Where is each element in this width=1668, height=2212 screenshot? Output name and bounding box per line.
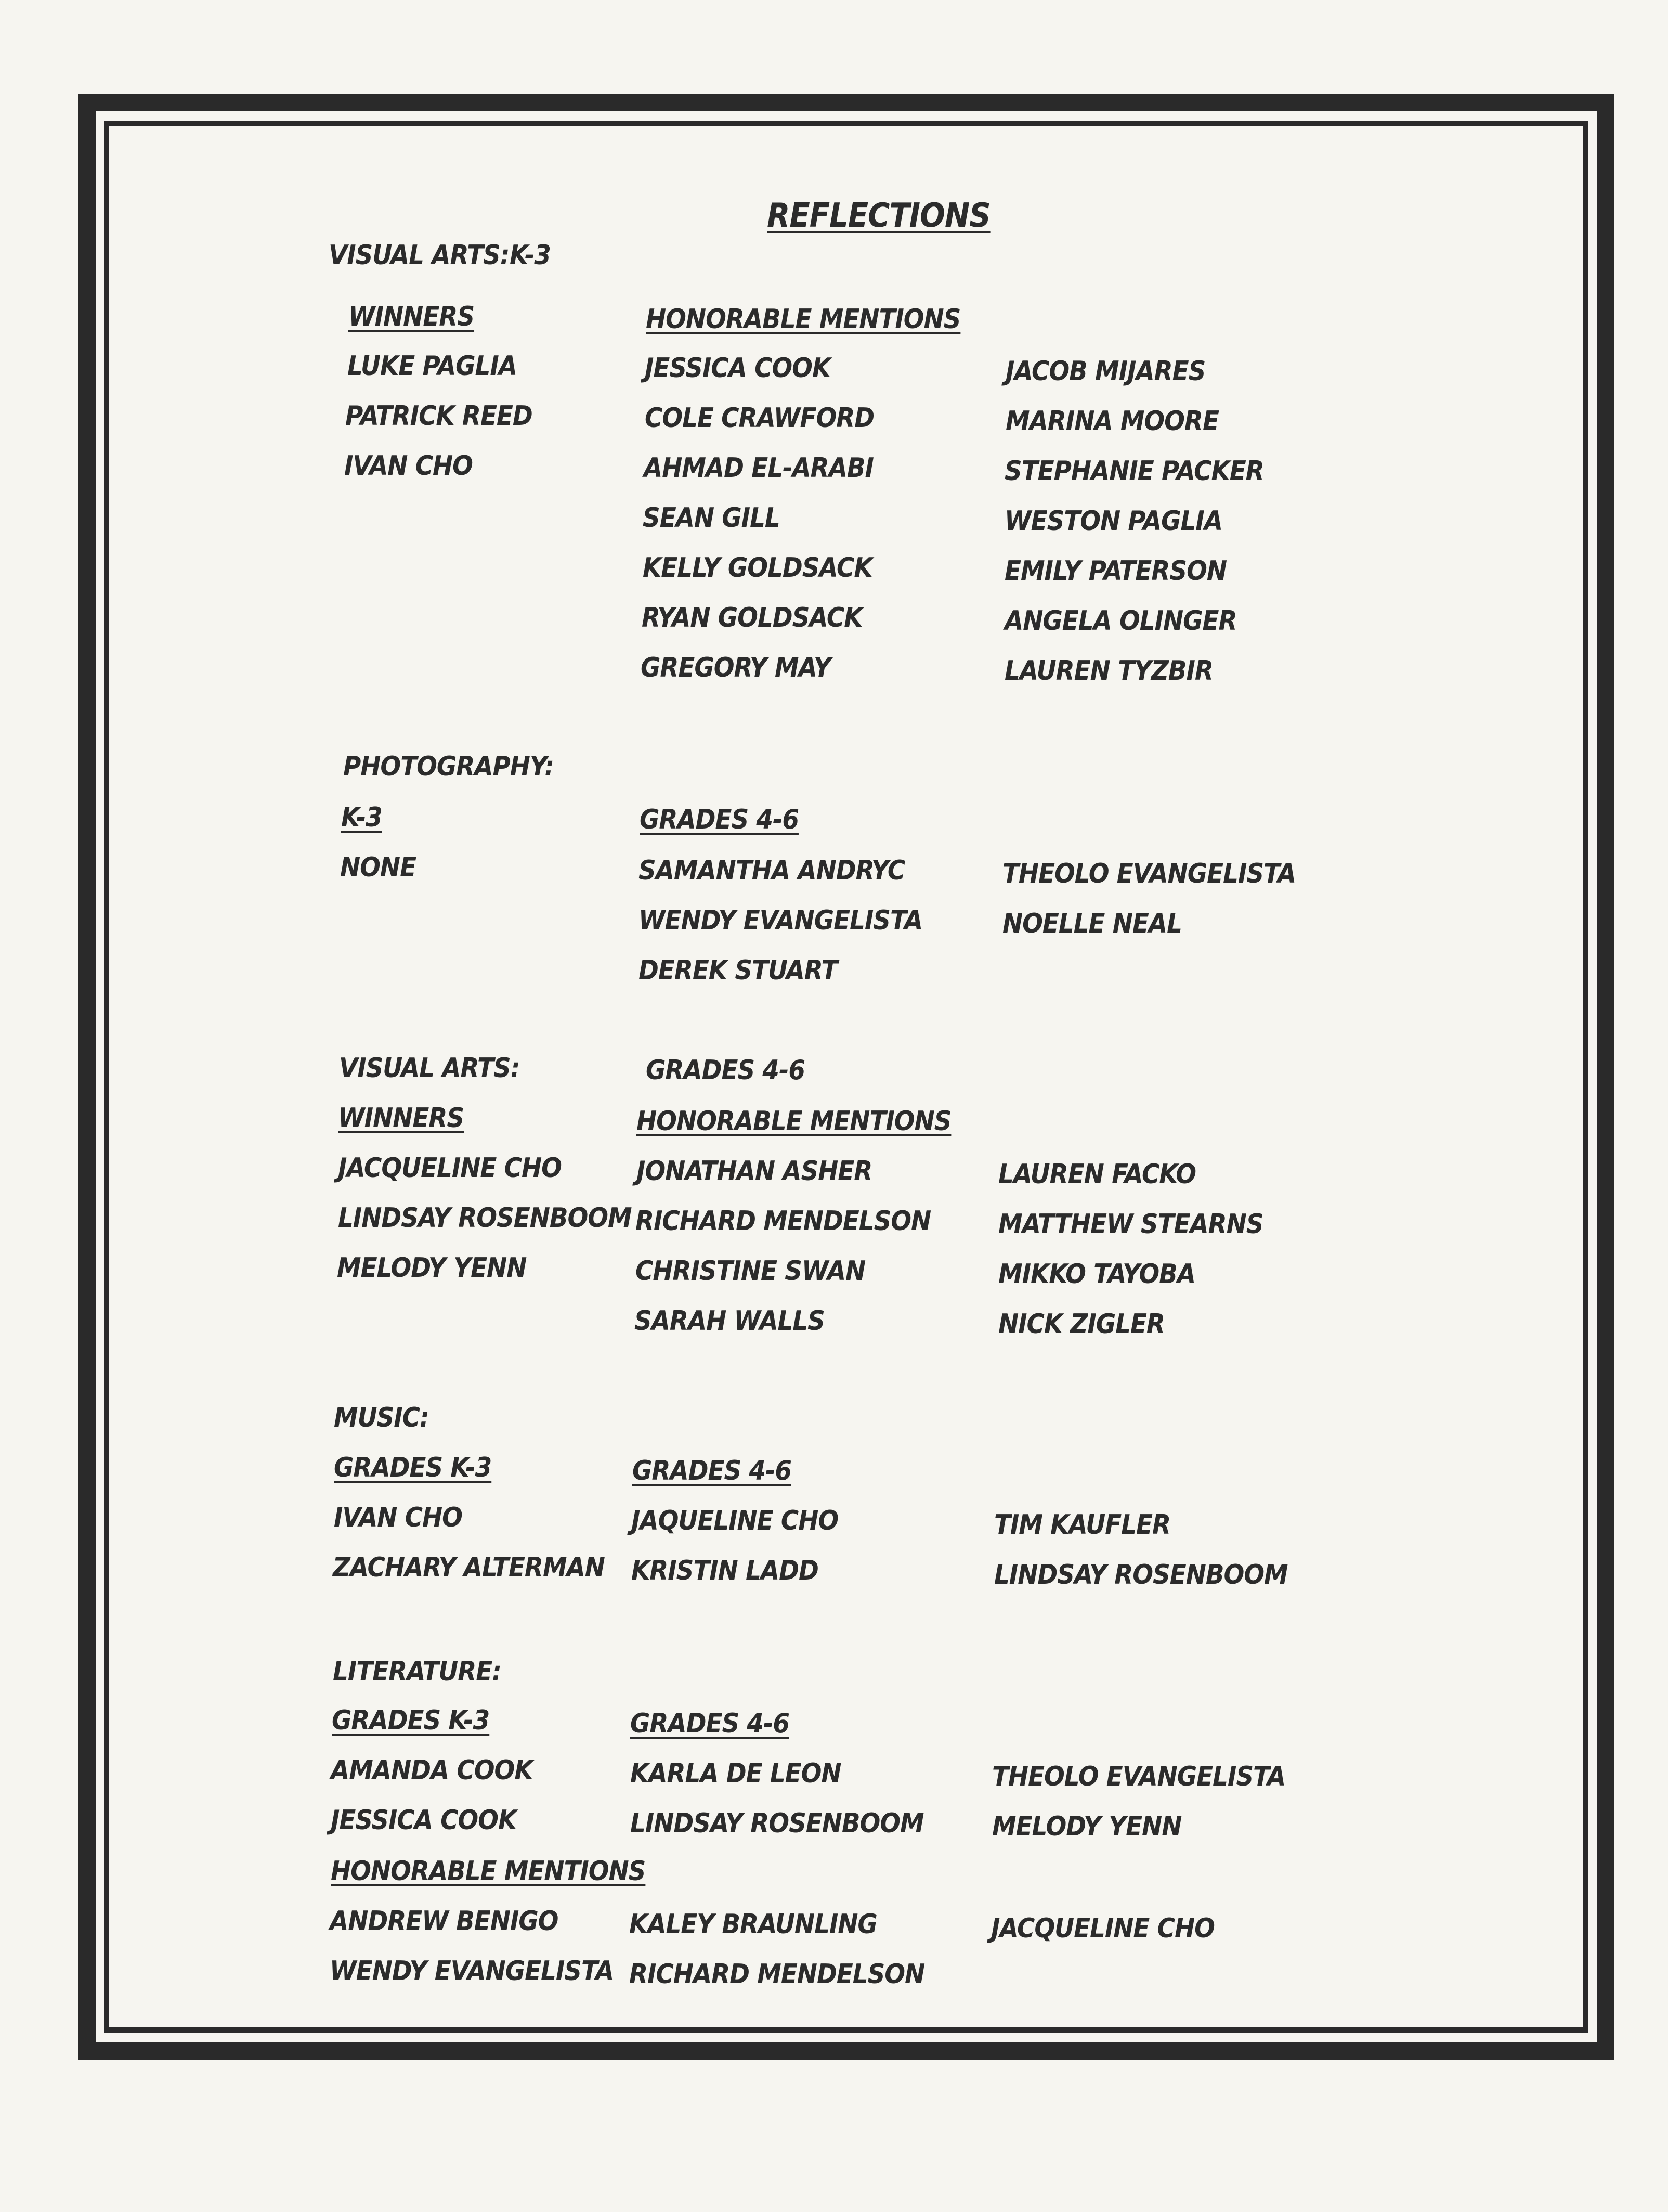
section-heading-literature: LITERATURE: [333, 1656, 501, 1687]
honorable-name: RYAN GOLDSACK [642, 602, 863, 633]
honorable-mentions-label: HONORABLE MENTIONS [646, 304, 961, 335]
honorable-name: LAUREN FACKO [998, 1159, 1196, 1190]
section-heading-music: MUSIC: [334, 1402, 429, 1433]
honorable-name: WESTON PAGLIA [1005, 506, 1222, 537]
entry-name: NONE [340, 852, 416, 883]
winners-label: WINNERS [338, 1103, 464, 1134]
honorable-name: RICHARD MENDELSON [629, 1959, 925, 1990]
winner-name: IVAN CHO [344, 450, 473, 482]
honorable-name: GREGORY MAY [641, 652, 831, 683]
entry-name: KARLA DE LEON [630, 1758, 841, 1789]
honorable-name: NICK ZIGLER [998, 1309, 1165, 1340]
entry-name: JESSICA COOK [331, 1805, 517, 1836]
honorable-name: JESSICA COOK [645, 353, 831, 384]
section-heading-photography: PHOTOGRAPHY: [343, 751, 554, 782]
honorable-name: LAUREN TYZBIR [1005, 655, 1213, 687]
honorable-name: COLE CRAWFORD [645, 403, 875, 434]
honorable-name: CHRISTINE SWAN [635, 1256, 866, 1287]
honorable-name: ANDREW BENIGO [330, 1906, 558, 1937]
grade-label: GRADES K-3 [334, 1452, 492, 1483]
honorable-name: KELLY GOLDSACK [643, 552, 872, 584]
honorable-name: ANGELA OLINGER [1005, 605, 1237, 637]
honorable-mentions-label: HONORABLE MENTIONS [331, 1856, 646, 1887]
grade-label: GRADES 4-6 [630, 1708, 789, 1739]
honorable-name: MIKKO TAYOBA [998, 1259, 1195, 1290]
entry-name: LINDSAY ROSENBOOM [630, 1808, 924, 1839]
honorable-name: JONATHAN ASHER [636, 1156, 872, 1187]
entry-name: DEREK STUART [638, 955, 838, 986]
winner-name: LUKE PAGLIA [347, 351, 517, 382]
entry-name: LINDSAY ROSENBOOM [994, 1559, 1288, 1590]
entry-name: SAMANTHA ANDRYC [638, 855, 905, 886]
entry-name: KRISTIN LADD [631, 1555, 818, 1586]
honorable-name: SARAH WALLS [634, 1305, 825, 1337]
honorable-name: WENDY EVANGELISTA [330, 1956, 614, 1987]
winner-name: PATRICK REED [345, 400, 532, 432]
entry-name: ZACHARY ALTERMAN [333, 1552, 605, 1583]
entry-name: MELODY YENN [992, 1811, 1182, 1842]
section-heading-visual-arts-46: VISUAL ARTS: [339, 1053, 520, 1084]
winner-name: LINDSAY ROSENBOOM [338, 1202, 632, 1234]
grade-label: GRADES 4-6 [632, 1455, 791, 1486]
entry-name: THEOLO EVANGELISTA [1002, 858, 1296, 889]
entry-name: THEOLO EVANGELISTA [992, 1761, 1286, 1792]
honorable-name: MATTHEW STEARNS [998, 1209, 1263, 1240]
grade-label: GRADES 4-6 [646, 1055, 805, 1086]
honorable-name: STEPHANIE PACKER [1005, 456, 1264, 487]
winners-label: WINNERS [348, 301, 475, 332]
grade-label: GRADES 4-6 [640, 804, 799, 835]
section-heading-visual-arts-k3: VISUAL ARTS: [329, 240, 510, 271]
honorable-name: EMILY PATERSON [1005, 555, 1227, 587]
winner-name: JACQUELINE CHO [338, 1153, 562, 1184]
honorable-name: SEAN GILL [643, 502, 780, 534]
entry-name: TIM KAUFLER [994, 1509, 1171, 1541]
page-title: REFLECTIONS [767, 197, 991, 235]
grade-label: K-3 [510, 240, 551, 271]
entry-name: AMANDA COOK [331, 1755, 533, 1786]
honorable-mentions-label: HONORABLE MENTIONS [636, 1106, 952, 1137]
entry-name: JAQUELINE CHO [631, 1505, 839, 1536]
honorable-name: JACQUELINE CHO [991, 1913, 1215, 1944]
entry-name: IVAN CHO [334, 1502, 462, 1533]
honorable-name: JACOB MIJARES [1006, 356, 1206, 387]
entry-name: NOELLE NEAL [1002, 908, 1182, 939]
honorable-name: KALEY BRAUNLING [629, 1909, 877, 1940]
honorable-name: RICHARD MENDELSON [635, 1206, 931, 1237]
honorable-name: AHMAD EL-ARABI [644, 452, 874, 484]
grade-label: K-3 [341, 802, 382, 833]
honorable-name: MARINA MOORE [1006, 406, 1219, 437]
entry-name: WENDY EVANGELISTA [638, 905, 923, 936]
grade-label: GRADES K-3 [332, 1705, 490, 1736]
winner-name: MELODY YENN [337, 1252, 527, 1284]
